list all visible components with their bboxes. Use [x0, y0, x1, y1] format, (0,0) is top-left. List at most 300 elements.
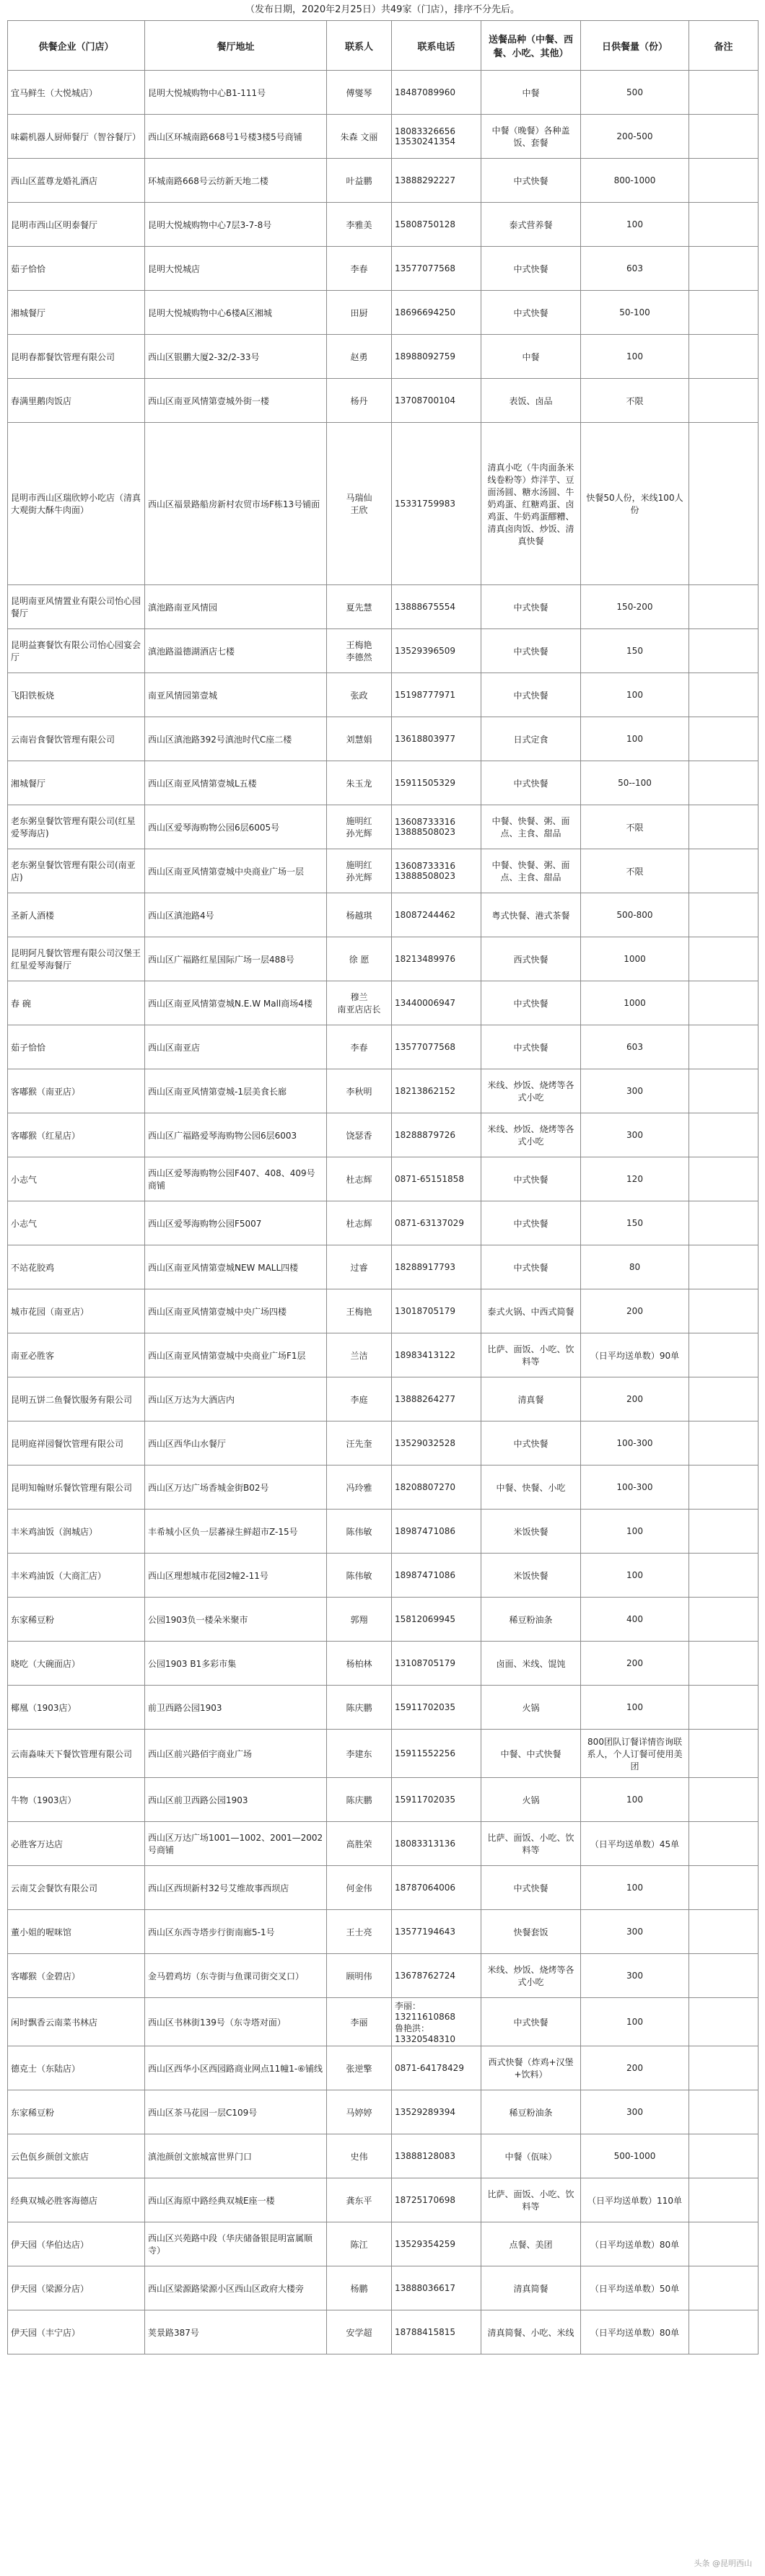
cell-company: 德克士（东陆店）: [8, 2046, 145, 2090]
cell-company: 茹子恰恰: [8, 1025, 145, 1069]
cell-address: 滇池颜创文旅城富世界门口: [145, 2134, 327, 2178]
cell-phone: 13888036617: [392, 2266, 481, 2310]
cell-contact: 马瑞仙 王欣: [327, 423, 392, 585]
cell-contact: 史伟: [327, 2134, 392, 2178]
cell-daily-volume: 80: [581, 1245, 689, 1289]
cell-remarks: [689, 1554, 759, 1598]
table-row: [8, 159, 759, 203]
cell-address: 公园1903负一楼朵米聚市: [145, 1598, 327, 1642]
cell-company: 伊天园（丰宁店）: [8, 2310, 145, 2354]
header-remarks: 备注: [689, 21, 759, 71]
cell-daily-volume: 300: [581, 2090, 689, 2134]
cell-daily-volume: （日平均送单数）80单: [581, 2310, 689, 2354]
header-address: 餐厅地址: [145, 21, 327, 71]
table-row: [8, 2266, 759, 2310]
cell-daily-volume: 50--100: [581, 761, 689, 805]
cell-phone: 13618803977: [392, 717, 481, 761]
table-row: [8, 937, 759, 981]
cell-daily-volume: 500-800: [581, 893, 689, 937]
cell-daily-volume: 100: [581, 673, 689, 717]
cell-food-type: 日式定食: [481, 717, 581, 761]
cell-address: 西山区爱琴海购物公园F407、408、409号商铺: [145, 1157, 327, 1201]
cell-remarks: [689, 1289, 759, 1333]
cell-contact: 马婷婷: [327, 2090, 392, 2134]
cell-daily-volume: 120: [581, 1157, 689, 1201]
cell-address: 西山区万达广场1001—1002、2001—2002号商铺: [145, 1822, 327, 1866]
cell-daily-volume: 100: [581, 1510, 689, 1554]
cell-food-type: 泰式营养餐: [481, 203, 581, 247]
cell-company: 董小姐的喔咪馆: [8, 1910, 145, 1954]
cell-phone: 18787064006: [392, 1866, 481, 1910]
cell-food-type: 中式快餐: [481, 629, 581, 673]
cell-food-type: 中式快餐: [481, 1998, 581, 2046]
cell-company: 昆明益赛餐饮有限公司怡心园宴会厅: [8, 629, 145, 673]
cell-address: 滇池路溢德湖酒店七楼: [145, 629, 327, 673]
cell-food-type: 中式快餐: [481, 1157, 581, 1201]
cell-food-type: 稀豆粉油条: [481, 1598, 581, 1642]
cell-daily-volume: 150: [581, 1201, 689, 1245]
cell-phone: 18208807270: [392, 1466, 481, 1510]
cell-daily-volume: （日平均送单数）45单: [581, 1822, 689, 1866]
table-row: [8, 2310, 759, 2354]
cell-contact: 施明红 孙光辉: [327, 805, 392, 849]
cell-phone: 13529289394: [392, 2090, 481, 2134]
cell-address: 西山区理想城市花园2幢2-11号: [145, 1554, 327, 1598]
cell-daily-volume: 150: [581, 629, 689, 673]
cell-daily-volume: 100: [581, 1778, 689, 1822]
cell-remarks: [689, 2310, 759, 2354]
cell-phone: 0871-65151858: [392, 1157, 481, 1201]
cell-address: 昆明大悦城购物中心7层3-7-8号: [145, 203, 327, 247]
cell-phone: 13888264277: [392, 1377, 481, 1421]
cell-food-type: 比萨、面饭、小吃、饮料等: [481, 2178, 581, 2222]
cell-remarks: [689, 247, 759, 291]
cell-address: 西山区爱琴海购物公园F5007: [145, 1201, 327, 1245]
table-row: [8, 629, 759, 673]
cell-food-type: 中式快餐: [481, 585, 581, 629]
cell-food-type: 中式快餐: [481, 1025, 581, 1069]
cell-phone: 0871-64178429: [392, 2046, 481, 2090]
cell-contact: 傅燮琴: [327, 71, 392, 115]
cell-phone: 13440006947: [392, 981, 481, 1025]
cell-remarks: [689, 805, 759, 849]
cell-remarks: [689, 1333, 759, 1377]
table-row: [8, 1730, 759, 1778]
cell-remarks: [689, 2178, 759, 2222]
cell-phone: 13018705179: [392, 1289, 481, 1333]
cell-company: 必胜客万达店: [8, 1822, 145, 1866]
cell-phone: 18987471086: [392, 1554, 481, 1598]
cell-address: 西山区万达为大酒店内: [145, 1377, 327, 1421]
cell-company: 云色佤乡颜创文旅店: [8, 2134, 145, 2178]
cell-contact: 施明红 孙光辉: [327, 849, 392, 893]
cell-daily-volume: 200: [581, 1377, 689, 1421]
cell-contact: 龚东平: [327, 2178, 392, 2222]
cell-address: 西山区东西寺塔步行街南廊5-1号: [145, 1910, 327, 1954]
cell-phone: 13888292227: [392, 159, 481, 203]
cell-address: 西山区南亚风情第壹城-1层美食长廊: [145, 1069, 327, 1113]
cell-food-type: 中式快餐: [481, 247, 581, 291]
table-row: [8, 1157, 759, 1201]
table-row: [8, 1998, 759, 2046]
cell-remarks: [689, 937, 759, 981]
cell-daily-volume: （日平均送单数）50单: [581, 2266, 689, 2310]
cell-company: 客嘟猴（红星店）: [8, 1113, 145, 1157]
table-row: [8, 1866, 759, 1910]
cell-company: 伊天园（梁源分店）: [8, 2266, 145, 2310]
cell-contact: 李庭: [327, 1377, 392, 1421]
cell-company: 味霸机器人厨师餐厅（智谷餐厅）: [8, 115, 145, 159]
cell-address: 丰希城小区负一层蕃禄生鲜超市Z-15号: [145, 1510, 327, 1554]
cell-address: 西山区南亚风情第壹城N.E.W Mall商场4楼: [145, 981, 327, 1025]
cell-company: 城市花园（南亚店）: [8, 1289, 145, 1333]
cell-address: 西山区南亚店: [145, 1025, 327, 1069]
cell-food-type: 点餐、美团: [481, 2222, 581, 2266]
cell-daily-volume: 100: [581, 203, 689, 247]
cell-address: 西山区银鹏大厦2-32/2-33号: [145, 335, 327, 379]
cell-food-type: 清真餐: [481, 1377, 581, 1421]
cell-contact: 饶瑟香: [327, 1113, 392, 1157]
cell-phone: 18083326656 13530241354: [392, 115, 481, 159]
cell-food-type: 米饭快餐: [481, 1554, 581, 1598]
cell-phone: 13708700104: [392, 379, 481, 423]
cell-daily-volume: 603: [581, 1025, 689, 1069]
header-food-type: 送餐品种（中餐、西餐、小吃、其他）: [481, 21, 581, 71]
watermark: 头条 @昆明西山: [694, 2559, 752, 2568]
cell-phone: 15808750128: [392, 203, 481, 247]
cell-phone: 15911552256: [392, 1730, 481, 1778]
cell-remarks: [689, 71, 759, 115]
cell-remarks: [689, 203, 759, 247]
cell-address: 西山区滇池路4号: [145, 893, 327, 937]
cell-contact: 赵勇: [327, 335, 392, 379]
table-row: [8, 2178, 759, 2222]
cell-food-type: 稀豆粉油条: [481, 2090, 581, 2134]
table-body: [8, 71, 759, 2354]
cell-remarks: [689, 1686, 759, 1730]
cell-address: 西山区南亚风情第壹城中央商业广场一层: [145, 849, 327, 893]
cell-company: 湘城餐厅: [8, 291, 145, 335]
cell-remarks: [689, 115, 759, 159]
cell-contact: 王梅艳: [327, 1289, 392, 1333]
cell-food-type: 中式快餐: [481, 1421, 581, 1466]
table-row: [8, 1069, 759, 1113]
cell-address: 西山区南亚风情第壹城NEW MALL四楼: [145, 1245, 327, 1289]
cell-contact: 朱玉龙: [327, 761, 392, 805]
table-row: [8, 1510, 759, 1554]
cell-address: 昆明大悦城购物中心B1-111号: [145, 71, 327, 115]
cell-remarks: [689, 1157, 759, 1201]
cell-remarks: [689, 629, 759, 673]
cell-address: 荚景路387号: [145, 2310, 327, 2354]
cell-contact: 杜志辉: [327, 1157, 392, 1201]
cell-remarks: [689, 423, 759, 585]
cell-food-type: 中式快餐: [481, 1245, 581, 1289]
cell-phone: 13577077568: [392, 247, 481, 291]
cell-remarks: [689, 1998, 759, 2046]
cell-daily-volume: 603: [581, 247, 689, 291]
cell-company: 经典双城必胜客海德店: [8, 2178, 145, 2222]
cell-daily-volume: 100: [581, 1998, 689, 2046]
cell-remarks: [689, 1778, 759, 1822]
cell-food-type: 快餐套饭: [481, 1910, 581, 1954]
cell-company: 昆明庭祥园餐饮管理有限公司: [8, 1421, 145, 1466]
header-phone: 联系电话: [392, 21, 481, 71]
cell-remarks: [689, 1822, 759, 1866]
cell-phone: 18083313136: [392, 1822, 481, 1866]
cell-daily-volume: 200: [581, 2046, 689, 2090]
cell-food-type: 米饭快餐: [481, 1510, 581, 1554]
cell-contact: 朱森 文丽: [327, 115, 392, 159]
cell-remarks: [689, 2266, 759, 2310]
cell-food-type: 中式快餐: [481, 981, 581, 1025]
cell-phone: 18487089960: [392, 71, 481, 115]
cell-contact: 李丽: [327, 1998, 392, 2046]
cell-remarks: [689, 2046, 759, 2090]
table-row: [8, 71, 759, 115]
table-row: [8, 2046, 759, 2090]
cell-phone: 18696694250: [392, 291, 481, 335]
cell-contact: 高胜荣: [327, 1822, 392, 1866]
cell-food-type: 米线、炒饭、烧烤等各式小吃: [481, 1069, 581, 1113]
restaurant-table: [7, 20, 759, 2354]
cell-remarks: [689, 291, 759, 335]
table-row: [8, 2134, 759, 2178]
cell-daily-volume: 100: [581, 1554, 689, 1598]
cell-company: 老东粥皇餐饮管理有限公司(南亚店): [8, 849, 145, 893]
cell-company: 南亚必胜客: [8, 1333, 145, 1377]
cell-food-type: 中餐、快餐、小吃: [481, 1466, 581, 1510]
cell-food-type: 中式快餐: [481, 1866, 581, 1910]
cell-daily-volume: 400: [581, 1598, 689, 1642]
cell-address: 西山区茶马花园一层C109号: [145, 2090, 327, 2134]
cell-address: 滇池路南亚风情园: [145, 585, 327, 629]
cell-address: 西山区西华小区西园路商业网点11幢1-⑥铺线: [145, 2046, 327, 2090]
cell-daily-volume: 100: [581, 1866, 689, 1910]
table-row: [8, 981, 759, 1025]
cell-contact: 李雅美: [327, 203, 392, 247]
cell-remarks: [689, 1642, 759, 1686]
cell-contact: 何金伟: [327, 1866, 392, 1910]
cell-company: 宜马鲜生（大悦城店）: [8, 71, 145, 115]
cell-remarks: [689, 1245, 759, 1289]
cell-address: 西山区广福路爱琴海购物公园6层6003: [145, 1113, 327, 1157]
cell-phone: 13529396509: [392, 629, 481, 673]
cell-phone: 18788415815: [392, 2310, 481, 2354]
cell-phone: 李丽：13211610868 鲁艳洪：13320548310: [392, 1998, 481, 2046]
cell-phone: 13608733316 13888508023: [392, 805, 481, 849]
cell-contact: 陈庆鹏: [327, 1778, 392, 1822]
cell-food-type: 清真简餐: [481, 2266, 581, 2310]
cell-remarks: [689, 1113, 759, 1157]
cell-phone: 18087244462: [392, 893, 481, 937]
cell-address: 西山区南亚风情第壹城中央广场四楼: [145, 1289, 327, 1333]
cell-remarks: [689, 1377, 759, 1421]
cell-contact: 刘慧娟: [327, 717, 392, 761]
cell-phone: 13108705179: [392, 1642, 481, 1686]
cell-daily-volume: 300: [581, 1910, 689, 1954]
table-row: [8, 1686, 759, 1730]
cell-contact: 郭翔: [327, 1598, 392, 1642]
cell-contact: 陈伟敏: [327, 1510, 392, 1554]
cell-company: 东家稀豆粉: [8, 2090, 145, 2134]
header-daily-volume: 日供餐量（份）: [581, 21, 689, 71]
cell-food-type: 表饭、卤品: [481, 379, 581, 423]
table-row: [8, 1778, 759, 1822]
cell-daily-volume: 300: [581, 1113, 689, 1157]
cell-daily-volume: 不限: [581, 379, 689, 423]
cell-phone: 13529354259: [392, 2222, 481, 2266]
cell-contact: 王梅艳 李德然: [327, 629, 392, 673]
cell-remarks: [689, 2222, 759, 2266]
cell-contact: 杨越琪: [327, 893, 392, 937]
cell-company: 昆明五饼二鱼餐饮服务有限公司: [8, 1377, 145, 1421]
table-row: [8, 2090, 759, 2134]
cell-contact: 杨柏林: [327, 1642, 392, 1686]
cell-daily-volume: 100-300: [581, 1421, 689, 1466]
cell-contact: 杨丹: [327, 379, 392, 423]
cell-contact: 杜志辉: [327, 1201, 392, 1245]
cell-daily-volume: （日平均送单数）80单: [581, 2222, 689, 2266]
cell-phone: 0871-63137029: [392, 1201, 481, 1245]
cell-food-type: 清真小吃（牛肉面条米线卷粉等）炸洋芋、豆面汤圆、糖水汤圆、牛奶鸡蛋、红糖鸡蛋、卤鸡蛋、牛奶鸡蛋醪糟、清真卤肉饭、炒饭、清真快餐: [481, 423, 581, 585]
cell-remarks: [689, 849, 759, 893]
cell-company: 小志气: [8, 1157, 145, 1201]
cell-contact: 陈伟敏: [327, 1554, 392, 1598]
cell-address: 西山区西华山水餐厅: [145, 1421, 327, 1466]
cell-daily-volume: 50-100: [581, 291, 689, 335]
cell-address: 西山区福景路船房新村农贸市场F栋13号铺面: [145, 423, 327, 585]
cell-remarks: [689, 1866, 759, 1910]
cell-contact: 夏先慧: [327, 585, 392, 629]
cell-phone: 15198777971: [392, 673, 481, 717]
cell-address: 西山区海原中路经典双城E座一楼: [145, 2178, 327, 2222]
cell-contact: 陈江: [327, 2222, 392, 2266]
cell-food-type: 米线、炒饭、烧烤等各式小吃: [481, 1113, 581, 1157]
cell-remarks: [689, 585, 759, 629]
cell-daily-volume: 100-300: [581, 1466, 689, 1510]
table-row: [8, 1113, 759, 1157]
cell-daily-volume: 500-1000: [581, 2134, 689, 2178]
cell-remarks: [689, 2090, 759, 2134]
cell-company: 春满里鹅肉饭店: [8, 379, 145, 423]
cell-remarks: [689, 1025, 759, 1069]
cell-company: 椰凰（1903店）: [8, 1686, 145, 1730]
cell-remarks: [689, 1910, 759, 1954]
cell-company: 闲时飘香云南菜书林店: [8, 1998, 145, 2046]
cell-company: 昆明市西山区瑞欣婷小吃店（清真大观街大酥牛肉面）: [8, 423, 145, 585]
cell-address: 昆明大悦城店: [145, 247, 327, 291]
cell-company: 圣新人酒楼: [8, 893, 145, 937]
cell-food-type: 火锅: [481, 1686, 581, 1730]
cell-company: 茹子恰恰: [8, 247, 145, 291]
table-row: [8, 1554, 759, 1598]
table-header-row: [8, 21, 759, 71]
cell-phone: 15911702035: [392, 1686, 481, 1730]
cell-contact: 李秋明: [327, 1069, 392, 1113]
table-row: [8, 1289, 759, 1333]
cell-contact: 张政: [327, 673, 392, 717]
cell-address: 金马碧鸡坊（东寺街与鱼课司街交叉口）: [145, 1954, 327, 1998]
cell-company: 昆明知翰财乐餐饮管理有限公司: [8, 1466, 145, 1510]
cell-food-type: 西式快餐（炸鸡+汉堡+饮料）: [481, 2046, 581, 2090]
cell-contact: 李春: [327, 1025, 392, 1069]
cell-food-type: 中餐: [481, 335, 581, 379]
cell-remarks: [689, 1510, 759, 1554]
table-row: [8, 1377, 759, 1421]
cell-address: 西山区前兴路佰宇商业广场: [145, 1730, 327, 1778]
cell-address: 西山区梁源路梁源小区西山区政府大楼旁: [145, 2266, 327, 2310]
cell-company: 昆明市西山区明泰餐厅: [8, 203, 145, 247]
cell-food-type: 清真简餐、小吃、米线: [481, 2310, 581, 2354]
header-contact: 联系人: [327, 21, 392, 71]
cell-address: 西山区书林街139号（东寺塔对面）: [145, 1998, 327, 2046]
cell-contact: 穆兰 南亚店店长: [327, 981, 392, 1025]
cell-phone: 13529032528: [392, 1421, 481, 1466]
table-row: [8, 379, 759, 423]
cell-phone: 13888128083: [392, 2134, 481, 2178]
cell-food-type: 中餐、快餐、粥、面点、主食、甜品: [481, 849, 581, 893]
cell-phone: 15331759983: [392, 423, 481, 585]
cell-remarks: [689, 673, 759, 717]
table-row: [8, 1245, 759, 1289]
table-row: [8, 1910, 759, 1954]
cell-daily-volume: 200: [581, 1642, 689, 1686]
cell-food-type: 中式快餐: [481, 159, 581, 203]
cell-remarks: [689, 893, 759, 937]
cell-company: 晓吃（大碗面店）: [8, 1642, 145, 1686]
header-company: 供餐企业（门店）: [8, 21, 145, 71]
cell-address: 西山区南亚风情第壹城外街一楼: [145, 379, 327, 423]
publish-caption: （发布日期，2020年2月25日）共49家（门店），排序不分先后。: [245, 4, 520, 15]
cell-remarks: [689, 1466, 759, 1510]
cell-contact: 杨鹏: [327, 2266, 392, 2310]
table-row: [8, 115, 759, 159]
cell-contact: 兰洁: [327, 1333, 392, 1377]
cell-daily-volume: 不限: [581, 805, 689, 849]
cell-phone: 13577077568: [392, 1025, 481, 1069]
table-row: [8, 2222, 759, 2266]
cell-contact: 过睿: [327, 1245, 392, 1289]
table-row: [8, 203, 759, 247]
cell-remarks: [689, 2134, 759, 2178]
cell-company: 云南淼味天下餐饮管理有限公司: [8, 1730, 145, 1778]
cell-phone: 13888675554: [392, 585, 481, 629]
cell-company: 老东粥皇餐饮管理有限公司(红星爱琴海店): [8, 805, 145, 849]
cell-contact: 陈庆鹏: [327, 1686, 392, 1730]
cell-daily-volume: （日平均送单数）110单: [581, 2178, 689, 2222]
cell-address: 昆明大悦城购物中心6楼A区湘城: [145, 291, 327, 335]
table-row: [8, 805, 759, 849]
cell-contact: 徐 愿: [327, 937, 392, 981]
cell-food-type: 中餐（晚餐）各种盖饭、套餐: [481, 115, 581, 159]
cell-food-type: 中餐（佤味）: [481, 2134, 581, 2178]
cell-address: 南亚风情园第壹城: [145, 673, 327, 717]
cell-daily-volume: 300: [581, 1069, 689, 1113]
table-row: [8, 717, 759, 761]
cell-phone: 18987471086: [392, 1510, 481, 1554]
cell-daily-volume: 500: [581, 71, 689, 115]
cell-food-type: 中式快餐: [481, 1201, 581, 1245]
table-row: [8, 585, 759, 629]
cell-contact: 张逆擎: [327, 2046, 392, 2090]
cell-food-type: 泰式火锅、中西式简餐: [481, 1289, 581, 1333]
table-row: [8, 1954, 759, 1998]
cell-food-type: 比萨、面饭、小吃、饮料等: [481, 1333, 581, 1377]
table-row: [8, 1822, 759, 1866]
cell-address: 西山区万达广场香城金街B02号: [145, 1466, 327, 1510]
cell-address: 环城南路668号云纺新天地二楼: [145, 159, 327, 203]
